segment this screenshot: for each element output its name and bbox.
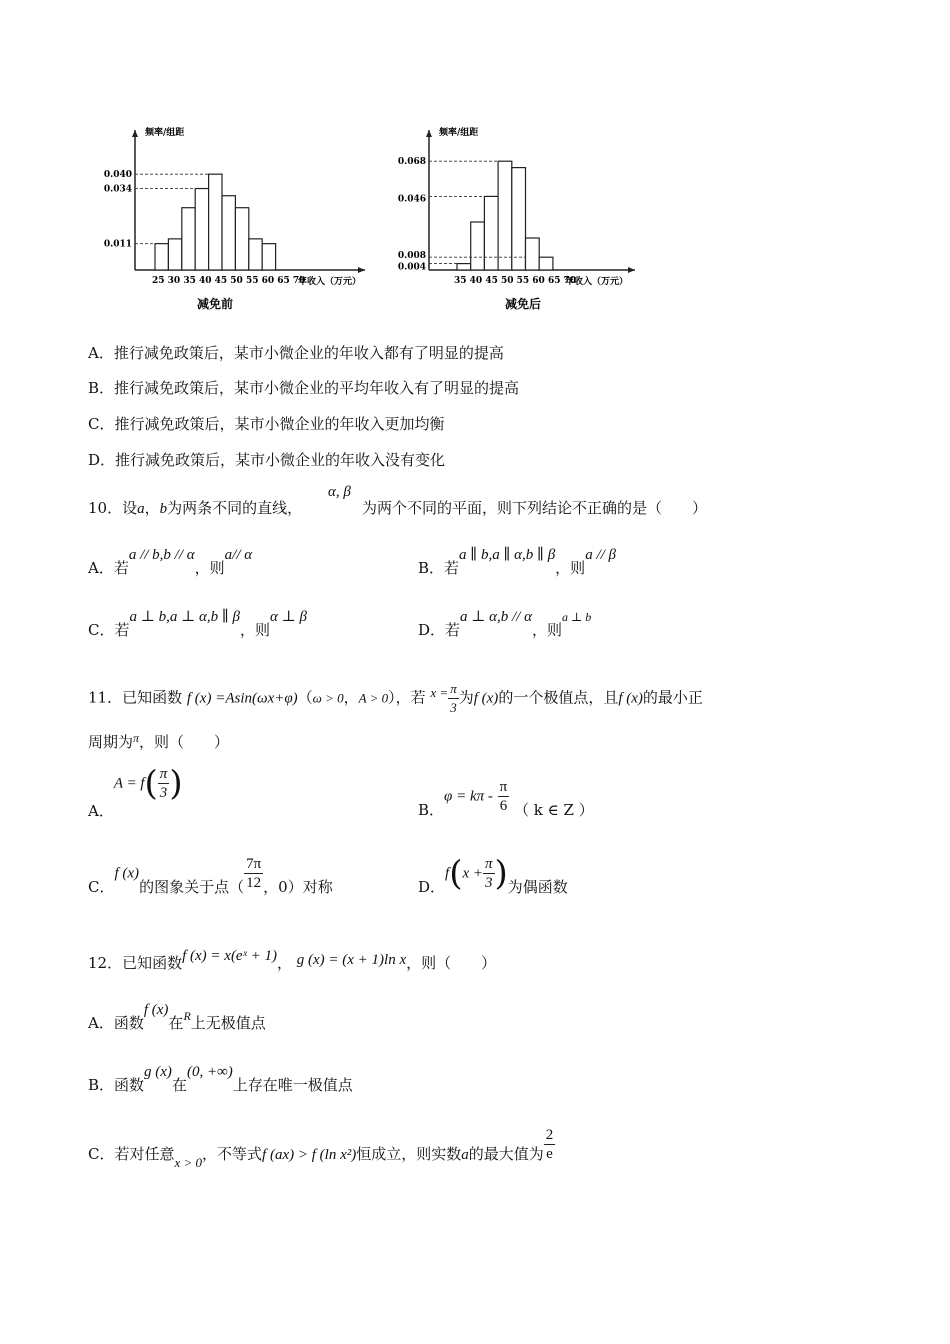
histogram-after [385, 125, 655, 320]
q10-stem-tail: 为两个不同的平面，则下列结论不正确的是（ ） [362, 499, 708, 517]
q9-option-d: D．推行减免政策后，某市小微企业的年收入没有变化 [88, 451, 446, 469]
q11-option-b: B．φ = kπ - $\frac{\pi}{6}$ （ k ∈ Z ） [418, 779, 594, 819]
y-tick-label: 0.008 [397, 251, 426, 262]
q11-option-a: A．A = f( $\frac{\pi}{3}$ ) [88, 763, 183, 820]
x-axis-arrow-icon [628, 267, 635, 273]
y-axis-label: 频率/组距 [145, 128, 185, 138]
q12-option-b: B．函数g (x)在(0, +∞)上存在唯一极值点 [88, 1064, 353, 1094]
histogram-bar [471, 222, 485, 270]
q12-option-a: A．函数f (x)在$^R$上无极值点 [88, 1002, 266, 1032]
histogram-bar [168, 239, 181, 270]
q10-stem: 10．设a，b为两条不同的直线， [88, 499, 303, 517]
y-tick-label: 0.068 [397, 157, 426, 168]
y-tick-label: 0.046 [397, 194, 426, 205]
y-tick-label: 0.040 [103, 170, 132, 181]
q10-option-d: D．若a ⊥ α,b // α，则$^{a \perp b}$ [418, 609, 592, 639]
histogram-bar [526, 238, 540, 270]
q9-option-a: A．推行减免政策后，某市小微企业的年收入都有了明显的提高 [88, 344, 504, 362]
y-axis-label: 频率/组距 [439, 128, 479, 138]
chart-caption: 减免前 [196, 297, 234, 311]
histogram-bar [209, 174, 222, 270]
y-axis-arrow-icon [426, 130, 432, 137]
q11-stem: 11．已知函数 f (x) =Asin(ωx+φ)（ω > 0，A > 0），若 x = $\frac{\pi}{3}$ 为f (x)的一个极值点，且f (x)的最小正 [88, 681, 703, 715]
q10-planes: α, β [328, 484, 351, 500]
q9-option-c: C．推行减免政策后，某市小微企业的年收入更加均衡 [88, 415, 445, 433]
y-axis-arrow-icon [132, 130, 138, 137]
histogram-bar [262, 244, 275, 270]
histogram-bar [498, 161, 512, 270]
q12-stem: 12．已知函数f (x) = x(eˣ + 1)， g (x) = (x + 1)ln x，则（ ） [88, 948, 497, 972]
q10-option-b: B．若a ∥ b,a ∥ α,b ∥ β，则a // β [418, 547, 616, 577]
histogram-bar [235, 208, 248, 270]
y-tick-label: 0.034 [103, 184, 132, 195]
x-axis-label: 年收入（万元） [298, 277, 362, 287]
q11-stem-line2: 周期为$^\pi$，则（ ） [88, 731, 230, 751]
histogram-before [95, 125, 385, 320]
histogram-bar [222, 196, 235, 270]
histogram-bar [155, 244, 168, 270]
x-tick-labels: 25 30 35 40 45 50 55 60 65 70 [152, 276, 306, 286]
histogram-bar [249, 239, 262, 270]
y-tick-label: 0.004 [397, 262, 426, 273]
histogram-bar [512, 168, 526, 270]
x-axis-arrow-icon [358, 267, 365, 273]
histogram-bar [484, 196, 498, 270]
histogram-bar [539, 257, 553, 270]
q11-option-d: D．f(x + $\frac{\pi}{3}$ )为偶函数 [418, 853, 568, 896]
histogram-bar [195, 189, 208, 270]
q11-option-c: C．f (x)的图象关于点（ $\frac{7\pi}{12}$ ，0）对称 [88, 856, 333, 896]
q9-option-b: B．推行减免政策后，某市小微企业的平均年收入有了明显的提高 [88, 379, 520, 397]
histogram-bar [182, 208, 195, 270]
q10-option-a: A．若a // b,b // α，则a// α [88, 547, 253, 577]
histogram-bar [457, 264, 471, 270]
x-axis-label: 年收入（万元） [565, 277, 629, 287]
q10-option-c: C．若a ⊥ b,a ⊥ α,b ∥ β，则α ⊥ β [88, 609, 307, 639]
y-tick-label: 0.011 [103, 239, 132, 250]
x-tick-labels: 35 40 45 50 55 60 65 70 [454, 276, 577, 286]
chart-caption: 减免后 [504, 297, 542, 311]
q12-option-c: C．若对任意x > 0，不等式f (ax) > f (ln x²)恒成立，则实数a的最大值为 $\frac{2}{e}$ [88, 1127, 554, 1170]
